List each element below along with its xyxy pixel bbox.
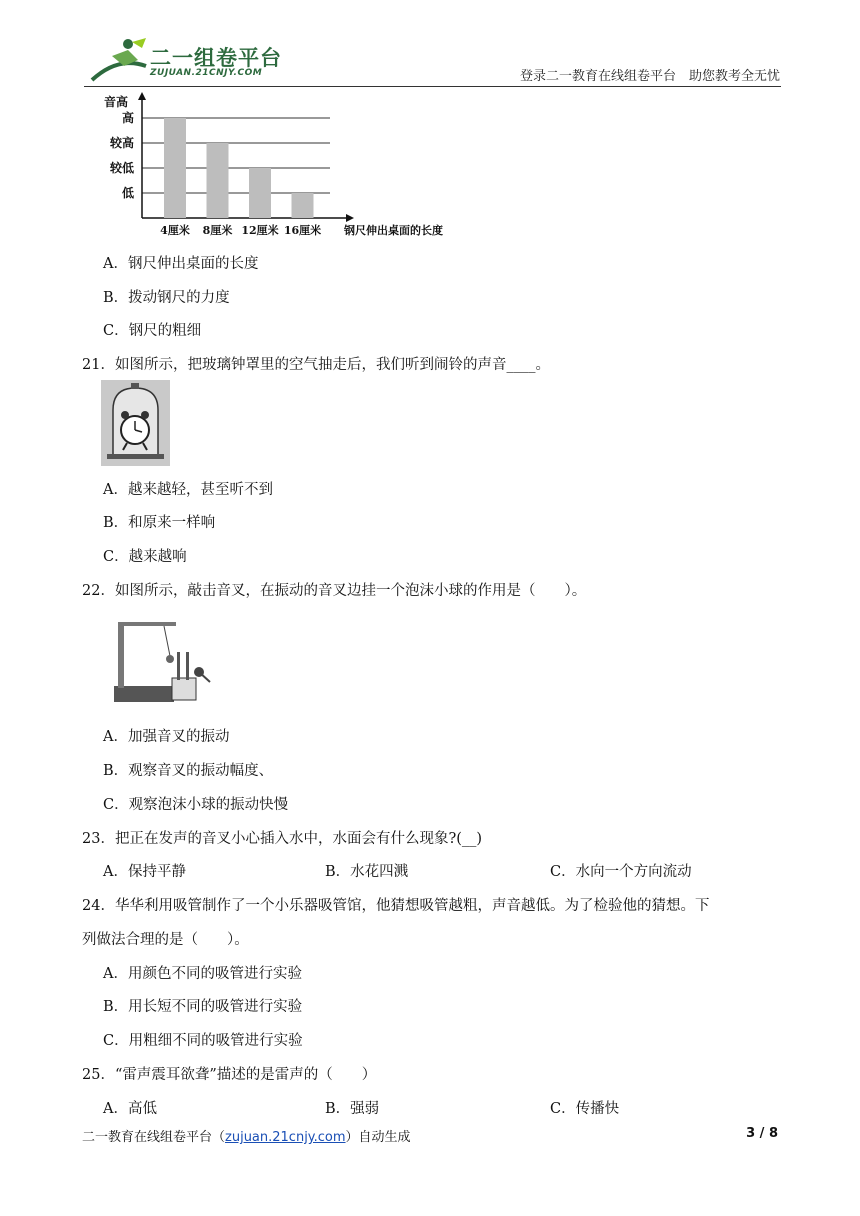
footer-link[interactable]: zujuan.21cnjy.com [225,1130,346,1145]
q22-option-a[interactable]: A．加强音叉的振动 [103,729,230,745]
logo-title: 二一组卷平台 [150,46,282,70]
x-axis-label: 钢尺伸出桌面的长度 [344,224,443,237]
q23-option-a[interactable]: A．保持平静 [103,864,186,880]
bar [207,143,229,218]
pitch-bar-chart [100,90,480,240]
q21-option-a[interactable]: A．越来越轻，甚至听不到 [103,482,273,498]
q20-option-a[interactable]: A．钢尺伸出桌面的长度 [103,256,259,272]
q25-option-c[interactable]: C．传播快 [550,1101,620,1117]
footer-suffix: ）自动生成 [345,1130,411,1145]
q21-option-c[interactable]: C．越来越响 [103,549,187,565]
x-tick-label: 4厘米 [160,224,190,237]
x-tick-label: 12厘米 [241,224,279,237]
q24-option-b[interactable]: B．用长短不同的吸管进行实验 [103,999,303,1015]
logo-subtitle: ZUJUAN.21CNJY.COM [150,68,263,78]
q22-question: 22．如图所示，敲击音叉，在振动的音叉边挂一个泡沫小球的作用是（ ）。 [82,583,587,599]
bar [249,168,271,218]
y-tick-label: 较高 [109,136,134,150]
bar [164,118,186,218]
bell-jar-image [101,380,170,466]
x-tick-label: 8厘米 [202,224,233,237]
tuning-fork-image [104,612,212,708]
y-axis-arrow [138,92,146,100]
footer-prefix: 二一教育在线组卷平台（ [82,1130,226,1145]
y-tick-label: 较低 [109,161,134,175]
y-tick-label: 低 [121,186,134,200]
q24-question-line2: 列做法合理的是（ ）。 [82,932,249,948]
header-slogan: 登录二一教育在线组卷平台 助您教考全无忧 [519,69,780,84]
q20-option-c[interactable]: C．钢尺的粗细 [103,323,202,339]
y-axis-label: 音高 [104,95,129,109]
q23-question: 23．把正在发声的音叉小心插入水中，水面会有什么现象?(__) [82,831,483,847]
q21-question: 21．如图所示，把玻璃钟罩里的空气抽走后，我们听到闹铃的声音____。 [82,357,550,373]
y-tick-label: 高 [121,111,134,125]
x-tick-label: 16厘米 [283,224,322,237]
q21-option-b[interactable]: B．和原来一样响 [103,515,216,531]
q24-option-a[interactable]: A．用颜色不同的吸管进行实验 [103,966,302,982]
x-axis-arrow [346,214,354,222]
q22-option-c[interactable]: C．观察泡沫小球的振动快慢 [103,797,289,813]
bar [292,193,314,218]
q25-question: 25．“雷声震耳欲聋”描述的是雷声的（ ） [82,1067,377,1083]
q24-question-line1: 24．华华利用吸管制作了一个小乐器吸管馆，他猜想吸管越粗，声音越低。为了检验他的猜想。下 [82,898,710,914]
q25-option-b[interactable]: B．强弱 [325,1101,380,1117]
page-number: 3 / 8 [746,1126,778,1141]
q25-option-a[interactable]: A．高低 [103,1101,157,1117]
q23-option-c[interactable]: C．水向一个方向流动 [550,864,692,880]
footer-source [82,1126,411,1145]
q22-option-b[interactable]: B．观察音叉的振动幅度、 [103,763,274,779]
q23-option-b[interactable]: B．水花四溅 [325,864,409,880]
q24-option-c[interactable]: C．用粗细不同的吸管进行实验 [103,1033,303,1049]
q20-option-b[interactable]: B．拨动钢尺的力度 [103,290,230,306]
header-divider [84,86,781,87]
